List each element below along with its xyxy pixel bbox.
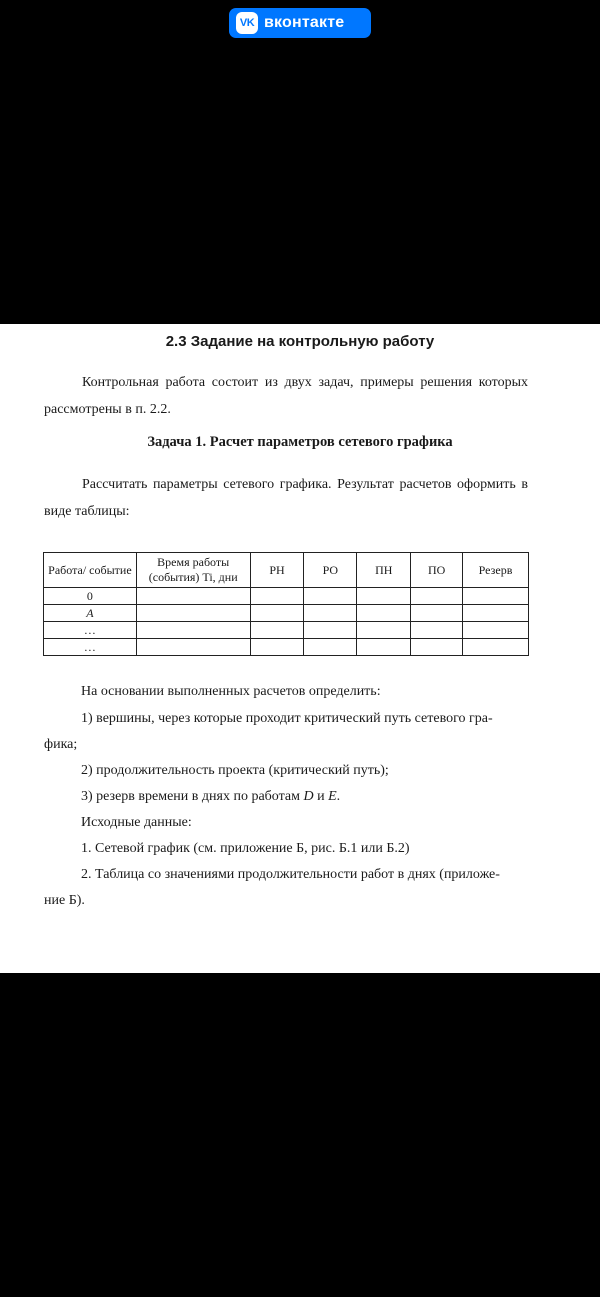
task-title: Задача 1. Расчет параметров сетевого графика (147, 434, 453, 450)
table-cell (250, 622, 304, 639)
header-work-event: Работа/ событие (44, 553, 137, 588)
table-cell (411, 588, 463, 605)
table-cell (304, 639, 357, 656)
table-cell (357, 605, 411, 622)
header-rn: РН (250, 553, 304, 588)
header-work-time: Время работы (события) Ti, дни (136, 553, 250, 588)
table-cell (357, 622, 411, 639)
item-2: 2) продолжительность проекта (критический путь); (81, 763, 389, 778)
table-cell (411, 639, 463, 656)
table-cell (357, 588, 411, 605)
table-cell (463, 605, 529, 622)
table-cell: … (44, 622, 137, 639)
table-header-row (44, 553, 529, 588)
item-3: 3) резерв времени в днях по работам D и E. (81, 789, 341, 804)
header-ro: РО (304, 553, 357, 588)
table-cell (411, 605, 463, 622)
header-po: ПО (411, 553, 463, 588)
vk-logo-icon: VK (236, 12, 258, 34)
source-1: 1. Сетевой график (см. приложение Б, рис. Б.1 или Б.2) (81, 841, 410, 856)
vk-badge[interactable] (229, 8, 371, 38)
determine-intro: На основании выполненных расчетов определить: (81, 684, 381, 699)
document-page (0, 324, 600, 973)
table-cell (304, 622, 357, 639)
table-cell: … (44, 639, 137, 656)
table-cell (250, 639, 304, 656)
table-row (44, 639, 529, 656)
source-title: Исходные данные: (81, 815, 192, 830)
intro-paragraph: Контрольная работа состоит из двух задач, примеры решения которых рассмотрены в п. 2.2. (44, 375, 528, 417)
table-cell (136, 605, 250, 622)
table-cell (411, 622, 463, 639)
table-cell (136, 622, 250, 639)
table-cell: 0 (44, 588, 137, 605)
table-row (44, 605, 529, 622)
table-cell (250, 588, 304, 605)
source-2-line-2: ние Б). (44, 893, 85, 908)
source-2-line-1: 2. Таблица со значениями продолжительности работ в днях (приложе- (81, 867, 500, 882)
calculation-table (43, 552, 529, 656)
vk-brand-name: вконтакте (264, 14, 345, 31)
table-cell (304, 605, 357, 622)
item-1-line-1: 1) вершины, через которые проходит критический путь сетевого гра- (81, 711, 493, 726)
table-cell (304, 588, 357, 605)
table-cell (136, 588, 250, 605)
header-pn: ПН (357, 553, 411, 588)
table-cell (250, 605, 304, 622)
section-title: 2.3 Задание на контрольную работу (165, 333, 435, 350)
table-cell: A (44, 605, 137, 622)
table-row (44, 588, 529, 605)
table-cell (463, 622, 529, 639)
task-paragraph: Рассчитать параметры сетевого графика. Результат расчетов оформить в виде таблицы: (44, 477, 528, 519)
header-reserve: Резерв (463, 553, 529, 588)
table-cell (463, 639, 529, 656)
item-1-line-2: фика; (44, 737, 78, 752)
table-cell (357, 639, 411, 656)
table-cell (136, 639, 250, 656)
table-row (44, 622, 529, 639)
table-cell (463, 588, 529, 605)
